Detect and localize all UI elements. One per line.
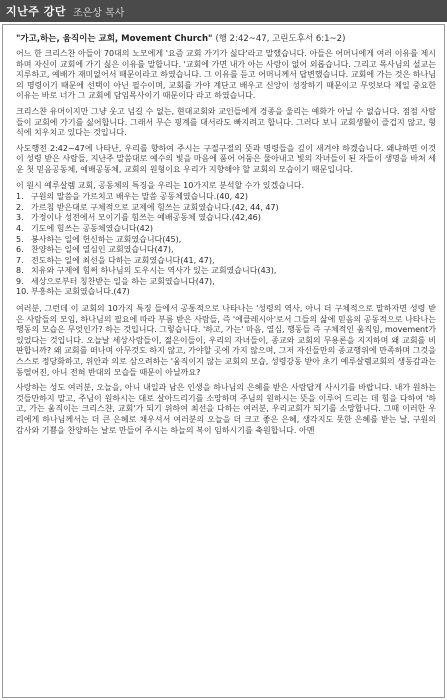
list-item: 10. 부흥하는 교회였습니다.(47) bbox=[16, 287, 130, 297]
paragraph-humor: 크리스챤 유머이지만 그냥 웃고 넘길 수 없는, 현대교회와 교인들에게 경종을 울리는 예화가 아닐 수 없습니다. 점점 사람들이 교회에 가기를 싫어합니다. 그래서 무슨 핑계를 대서라도 빠지려고 합니다. 그러다 보니 교회생활이 즐겁지 않고, 형식에 치우치고 있다는 것입니다. bbox=[16, 106, 436, 138]
list-intro: 이 원시 예루살렘 교회, 공동체의 특징을 우리는 10가지로 분석할 수가 있겠습니다. bbox=[16, 180, 304, 190]
list-item: 9. 세상으로부터 칭찬받는 일을 하는 교회였습니다(47), bbox=[16, 276, 215, 286]
sermon-title: "가고,하는, 움직이는 교회, Movement Church" bbox=[16, 34, 213, 44]
list-item: 1. 구원의 말씀을 가르치고 배우는 말씀 공동체였습니다.(40, 42) bbox=[16, 192, 248, 202]
paragraph-analysis: 여러분, 그런데 이 교회의 10가지 특징 들에서 공통적으로 나타나는 '성령의 역사, 아니 더 구체적으로 말하자면 성령 받은 사람들의 모임, 하나님의 필요에 따라 부름 받은 사람들, 즉 '에클레시아'로서 그들의 삶에 믿음의 공동적으로 나타나는 행동의 모습은 무엇인가? 하는 것입니다. 그렇습니다. '하고, 가는' 마음, 열심, 행동들 즉 구체적인 움직임, movement가 있었다는 것입니다. 오늘날 세상사람들이, 젊은이들이, 우리의 자녀들이, 종교와 교회의 무용론을 지지하며 왜 교회를 비판합니까? 왜 교회를 떠나며 아무것도 하지 않고, 가야할 곳에 가지 않으며, 그저 자신들만의 종교행위에 만족하며 그것을 스스로 정당화하고, 위안과 의로 삼으려하는 '움직이지 않는 교회의 모습, 성령강동 받아 초기 예루살렘교회의 생동감과는 동떨어진, 아니 전혀 반대의 모습들 때문이 아닐까요? bbox=[16, 304, 436, 377]
list-item: 6. 찬양하는 일에 열심인 교회였습니다(47), bbox=[16, 245, 174, 255]
scripture-reference: (행 2:42~47, 고린도후서 6:1~2) bbox=[215, 34, 346, 44]
pastor-name: 조은상 목사 bbox=[72, 7, 125, 19]
list-item: 4. 기도에 힘쓰는 공동체였습니다(42) bbox=[16, 223, 153, 233]
paragraph-conclusion: 사랑하는 성도 여러분, 오늘을, 아니 내일과 남은 인생을 하나님의 은혜를 받은 사람답게 사시기를 바랍니다. 내가 원하는 것들만하지 말고, 주님이 원하시는 대로 살아드리기를 소망하며 주님의 원하시는 뜻을 이루어 드리는 데 힘을 다하여 '하고, 가는 움직이는 크리스챤, 교회'가 되기 위하여 최선을 다하는 여러분, 우리교회가 되기를 소망합니다. 그때 이러한 우리에게 하나님께서는 더 큰 은혜로 채우셔서 여러분의 오늘을 더 크고 좋은 은혜, 생각지도 못한 은혜를 받는 날, 구원의 감사와 기쁨을 찬양하는 날로 만들어 주시는 하늘의 복이 임하시기를 축원합니다. 아멘 bbox=[16, 383, 436, 435]
list-item: 8. 치유와 구제에 힘써 하나님의 도우시는 역사가 있는 교회였습니다(43), bbox=[16, 266, 277, 276]
paragraph-acts: 사도행전 2:42~47에 나타난, 우리를 향하여 주시는 구절구절의 뜻과 명령들을 깊이 새겨야 하겠습니다. 왜냐하면 이것이 성령 받은 사람들, 지난주 말씀대로 예수의 빛을 마음에 품어 어둠은 물아내고 빛의 자녀들이 된 자들이 생명을 바쳐 세운 첫 믿음공동체, 예배공동체, 교회의 원형이요 우리가 지향해야 할 교회의 모습이기 때문입니다. bbox=[16, 143, 436, 174]
sermon-box bbox=[2, 24, 445, 698]
section-title: 지난주 강단 bbox=[6, 5, 66, 18]
list-item: 5. 봉사하는 일에 헌신하는 교회였습니다(45), bbox=[16, 234, 182, 244]
list-item: 3. 가정이나 성전에서 모이기를 힘쓰는 예배공동체 였습니다.(42,46) bbox=[16, 213, 261, 223]
sermon-heading bbox=[16, 33, 436, 45]
list-item: 2. 가르침 받은대로 구체적으로 교제에 힘쓰는 교회였습니다.(42, 44, 47) bbox=[16, 202, 279, 212]
list-item: 7. 전도하는 일에 최선을 다하는 교회였습니다(41, 47), bbox=[16, 255, 215, 265]
characteristics-list bbox=[16, 192, 436, 298]
section-header bbox=[0, 0, 447, 22]
paragraph-intro: 어느 한 크리스찬 아들이 70대의 노모에게 '요즘 교회 가기가 싫다'라고 말했습니다. 아들은 어머니에게 여러 이유를 제시하며 자신이 교회에 가기 싫은 이유를 말합니다. '교회에 가면 내가 아는 사람이 없어 외롭습니다. 그리고 목사님의 설교는 지루하고, 예배가 재미없어서 때문이라고 하였습니다. 그 이유를 듣고 어머니께서 답변했습니다. 교회에 가는 것은 하나님의 명령이기 때문에 선택이 아닌 필수이며, 교회를 가야 계단고 배우고 신앙이 성장하기 때문이고 무엇보다 제일 중요한 이유는 바로 너가 그 교회에 담임목사이기 때문이다 라고 하였습니다. bbox=[16, 49, 436, 101]
